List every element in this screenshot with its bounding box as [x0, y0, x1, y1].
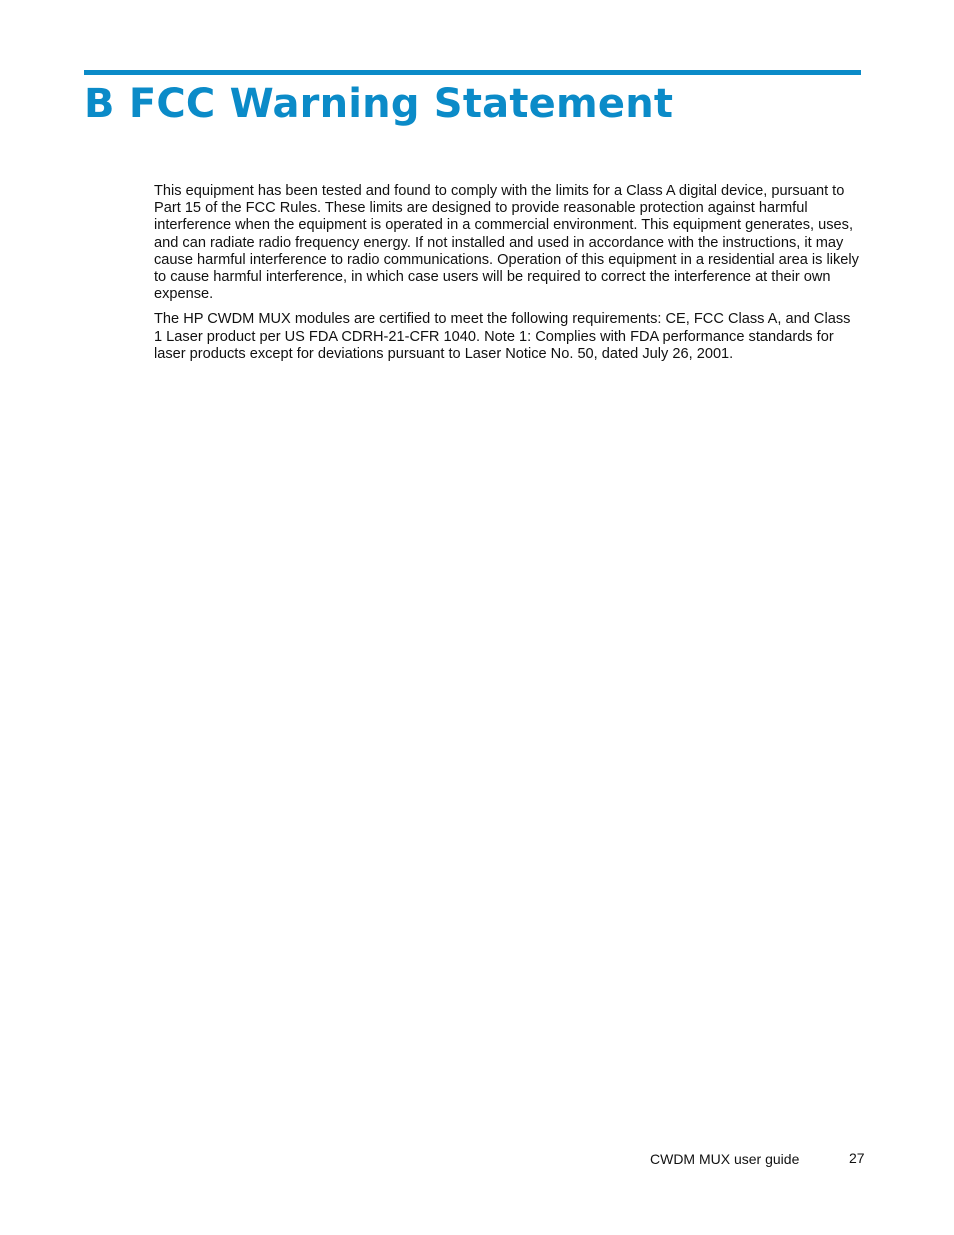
page-title: B FCC Warning Statement	[84, 81, 674, 127]
body-paragraph: This equipment has been tested and found to comply with the limits for a Class A digital device, pursuant to Part 15 of the FCC Rules. These limits are designed to provide reasonable protection against harmful interference when the equipment is operated in a commercial environment. This equipment generates, uses, and can radiate radio frequency energy. If not installed and used in accordance with the instructions, it may cause harmful interference to radio communications. Operation of this equipment in a residential area is likely to cause harmful interference, in which case users will be required to correct the interference at their own expense.	[154, 183, 859, 303]
body-paragraph: The HP CWDM MUX modules are certified to meet the following requirements: CE, FCC Class A, and Class 1 Laser product per US FDA CDRH-21-CFR 1040. Note 1: Complies with FDA performance standards for laser products except for deviations pursuant to Laser Notice No. 50, dated July 26, 2001.	[154, 311, 851, 362]
footer-page-number: 27	[849, 1150, 865, 1166]
body-content	[154, 183, 859, 371]
footer-guide-name: CWDM MUX user guide	[650, 1151, 800, 1167]
top-rule-divider	[84, 70, 861, 75]
